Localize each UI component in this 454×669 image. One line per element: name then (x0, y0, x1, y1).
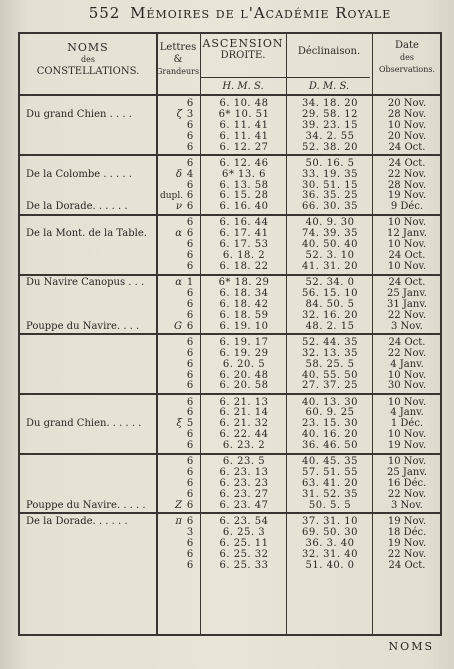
right-ascension: 6. 25. 11 (219, 537, 269, 549)
star-magnitude: 6 (186, 467, 194, 479)
star-letter: G (174, 320, 182, 332)
constellation-name: De la Colombe . . . . . (26, 168, 132, 180)
group-rule (20, 154, 440, 156)
declination: 50. 5. 5 (308, 499, 352, 511)
star-magnitude: 6 (186, 261, 194, 272)
observation-date: 19 Nov. (387, 440, 427, 452)
star-letter (168, 142, 182, 154)
col-header-date-line1: Date (395, 40, 419, 51)
observation-date: 4 Janv. (390, 407, 424, 419)
declination: 27. 37. 25 (302, 380, 358, 392)
declination: 36. 35. 25 (302, 190, 358, 202)
col-header-names-line2: des (81, 55, 95, 64)
col-header-dec (286, 46, 372, 58)
star-magnitude: 6 (186, 250, 194, 262)
observation-date: 31 Janv. (387, 298, 427, 310)
star-magnitude: 6 (186, 396, 194, 408)
observation-date: 10 Nov. (387, 429, 427, 441)
star-table (18, 32, 442, 636)
star-letter: π (175, 515, 182, 527)
star-magnitude: 6 (186, 440, 194, 452)
star-magnitude: 6 (186, 429, 194, 441)
declination: 51. 40. 0 (305, 559, 355, 571)
right-ascension: 6. 17. 41 (219, 228, 269, 240)
constellation-name: Pouppe du Navire. . . . . (26, 499, 146, 511)
declination: 74. 39. 35 (302, 228, 358, 240)
col-header-ra-line1: ASCENSION (202, 37, 284, 50)
observation-date: 1 Déc. (390, 418, 424, 430)
right-ascension: 6. 20. 48 (219, 369, 269, 381)
right-ascension: 6. 12. 27 (219, 141, 269, 153)
col-header-letters (156, 42, 200, 78)
star-magnitude: 6 (186, 559, 194, 571)
observation-date: 24 Oct. (388, 157, 426, 169)
declination: 37. 31. 10 (302, 515, 358, 527)
declination: 52. 44. 35 (302, 336, 358, 348)
right-ascension: 6. 23. 2 (222, 440, 266, 452)
star-magnitude: 6 (186, 347, 194, 359)
declination: 40. 9. 30 (305, 217, 355, 229)
observation-date: 24 Oct. (388, 559, 426, 571)
star-magnitude: 6 (186, 336, 194, 348)
right-ascension: 6. 18. 2 (222, 250, 266, 262)
right-ascension: 6. 25. 32 (219, 548, 269, 560)
star-letter (168, 560, 182, 572)
observation-date: 28 Nov. (387, 179, 427, 191)
observation-date: 9 Déc. (390, 201, 424, 213)
observation-date: 22 Nov. (387, 168, 427, 180)
observation-date: 3 Nov. (391, 320, 423, 332)
constellation-name: De la Dorade. . . . . . (26, 515, 128, 527)
header-title: Mémoires de l'Académie Royale (130, 4, 392, 22)
declination: 40. 45. 35 (302, 456, 358, 468)
star-magnitude: 6 (186, 157, 194, 169)
declination: 31. 52. 35 (302, 488, 358, 500)
right-ascension: 6. 17. 53 (219, 239, 269, 251)
observation-date: 12 Janv. (387, 228, 427, 240)
constellation-name: Du grand Chien . . . . (26, 108, 132, 120)
observation-date: 24 Oct. (388, 250, 426, 262)
star-magnitude: 6 (186, 201, 194, 213)
observation-date: 25 Janv. (387, 467, 427, 479)
observation-date: 20 Nov. (387, 130, 427, 142)
right-ascension: 6. 23. 5 (222, 456, 266, 468)
ra-units: H. M. S. (222, 81, 264, 92)
declination: 52. 38. 20 (302, 141, 358, 153)
right-ascension: 6. 25. 33 (219, 559, 269, 571)
group-rule (20, 214, 440, 216)
group-rule (20, 393, 440, 395)
declination: 29. 58. 12 (302, 108, 358, 120)
declination: 23. 15. 30 (302, 418, 358, 430)
observation-date: 18 Déc. (387, 526, 427, 538)
observation-date: 19 Nov. (387, 515, 427, 527)
col-header-letters-line2: & (173, 54, 183, 65)
star-letter: Z (175, 499, 182, 511)
star-magnitude: 3 (186, 108, 194, 120)
constellation-name: Du Navire Canopus . . . (26, 277, 145, 289)
star-magnitude: 6 (186, 239, 194, 251)
observation-date: 10 Nov. (387, 217, 427, 229)
declination: 36. 3. 40 (305, 537, 355, 549)
right-ascension: 6. 15. 28 (219, 190, 269, 202)
star-magnitude: 6 (186, 141, 194, 153)
star-letter (168, 440, 182, 452)
right-ascension: 6. 12. 46 (219, 157, 269, 169)
col-header-letters-line1: Lettres (159, 42, 197, 53)
declination: 40. 50. 40 (302, 239, 358, 251)
right-ascension: 6. 21. 14 (219, 407, 269, 419)
col-header-date (372, 40, 442, 76)
star-magnitude: 6 (186, 380, 194, 392)
constellation-name: Pouppe du Navire. . . . (26, 320, 140, 332)
right-ascension: 6. 23. 23 (219, 478, 269, 489)
right-ascension: 6. 23. 27 (219, 488, 269, 500)
star-magnitude: 6 (186, 358, 194, 370)
col-header-letters-line3: Grandeurs. (156, 67, 202, 76)
right-ascension: 6. 21. 32 (219, 418, 269, 430)
declination: 66. 30. 35 (302, 201, 358, 213)
declination: 48. 2. 15 (305, 320, 355, 332)
right-ascension: 6. 25. 3 (222, 526, 266, 538)
star-letter (168, 380, 182, 392)
constellation-name: Du grand Chien. . . . . . (26, 418, 142, 430)
star-magnitude: 3 (186, 526, 194, 538)
star-magnitude: 6 (186, 407, 194, 419)
observation-date: 10 Nov. (387, 369, 427, 381)
right-ascension: 6* 13. 6 (222, 168, 266, 180)
declination: 32. 31. 40 (302, 548, 358, 560)
observation-date: 24 Oct. (388, 277, 426, 289)
star-letter: δ (175, 168, 182, 180)
right-ascension: 6. 11. 41 (219, 119, 269, 131)
observation-date: 24 Oct. (388, 336, 426, 348)
star-magnitude: 6 (186, 369, 194, 381)
units-rule (200, 77, 370, 78)
right-ascension: 6. 23. 13 (219, 467, 269, 479)
observation-date: 25 Janv. (387, 288, 427, 299)
observation-date: 10 Nov. (387, 261, 427, 272)
right-ascension: 6. 10. 48 (219, 98, 269, 109)
declination: 52. 3. 10 (305, 250, 355, 262)
star-magnitude: 6 (186, 179, 194, 191)
dec-units: D. M. S. (308, 81, 350, 92)
star-magnitude: 6 (186, 456, 194, 468)
star-letter: ν (175, 201, 182, 213)
right-ascension: 6. 18. 34 (219, 288, 269, 299)
declination: 60. 9. 25 (305, 407, 355, 419)
right-ascension: 6. 23. 54 (219, 515, 269, 527)
star-magnitude: 6 (186, 98, 194, 109)
right-ascension: 6. 13. 58 (219, 179, 269, 191)
declination: 40. 13. 30 (302, 396, 358, 408)
right-ascension: 6. 20. 5 (222, 358, 266, 370)
declination: 56. 15. 10 (302, 288, 358, 299)
right-ascension: 6. 16. 40 (219, 201, 269, 213)
star-magnitude: 6 (186, 298, 194, 310)
group-rule (20, 274, 440, 276)
star-letter: dupl. (160, 191, 184, 202)
declination: 34. 18. 20 (302, 98, 358, 109)
declination: 58. 25. 5 (305, 358, 355, 370)
right-ascension: 6* 18. 29 (218, 277, 270, 289)
right-ascension: 6* 10. 51 (218, 108, 270, 120)
observation-date: 20 Nov. (387, 98, 427, 109)
star-letter: ξ (176, 418, 182, 430)
constellation-name: De la Mont. de la Table. (26, 228, 147, 240)
star-magnitude: 6 (186, 548, 194, 560)
observation-date: 3 Nov. (391, 499, 423, 511)
declination: 36. 46. 50 (302, 440, 358, 452)
group-rule (20, 333, 440, 335)
declination: 32. 13. 35 (302, 347, 358, 359)
observation-date: 22 Nov. (387, 347, 427, 359)
right-ascension: 6. 18. 42 (219, 298, 269, 310)
declination: 33. 19. 35 (302, 168, 358, 180)
right-ascension: 6. 11. 41 (219, 130, 269, 142)
star-magnitude: 6 (186, 499, 194, 511)
right-ascension: 6. 16. 44 (219, 217, 269, 229)
star-magnitude: 6 (186, 228, 194, 240)
star-magnitude: 6 (186, 217, 194, 229)
col-header-ra-line2: DROITE. (220, 50, 266, 61)
running-header (70, 4, 410, 26)
observation-date: 24 Oct. (388, 141, 426, 153)
observation-date: 22 Nov. (387, 488, 427, 500)
observation-date: 10 Nov. (387, 119, 427, 131)
declination: 69. 50. 30 (302, 526, 358, 538)
observation-date: 10 Nov. (387, 456, 427, 468)
group-rule (20, 512, 440, 514)
observation-date: 22 Nov. (387, 548, 427, 560)
star-magnitude: 1 (186, 277, 194, 289)
right-ascension: 6. 20. 58 (219, 380, 269, 392)
col-header-names-line1: NOMS (67, 41, 109, 54)
col-header-ra (200, 38, 286, 62)
observation-date: 16 Déc. (387, 478, 427, 489)
declination: 39. 23. 15 (302, 119, 358, 131)
catchword: NOMS (388, 640, 434, 653)
right-ascension: 6. 19. 29 (219, 347, 269, 359)
declination: 40. 16. 20 (302, 429, 358, 441)
col-header-names-line3: CONSTELLATIONS. (36, 66, 140, 77)
observation-date: 28 Nov. (387, 108, 427, 120)
star-letter (168, 261, 182, 273)
observation-date: 10 Nov. (387, 239, 427, 251)
observation-date: 4 Janv. (390, 358, 424, 370)
declination: 57. 51. 55 (302, 467, 358, 479)
constellation-name: De la Dorade. . . . . . (26, 201, 128, 213)
star-letter: α (175, 277, 182, 289)
star-magnitude: 6 (186, 119, 194, 131)
observation-date: 30 Nov. (387, 380, 427, 392)
declination: 63. 41. 20 (302, 478, 358, 489)
declination: 50. 16. 5 (305, 157, 355, 169)
right-ascension: 6. 18. 59 (219, 309, 269, 321)
col-header-names (20, 42, 156, 78)
star-magnitude: 5 (186, 418, 194, 430)
declination: 52. 34. 0 (305, 277, 355, 289)
col-header-date-line2: des (400, 53, 414, 62)
star-magnitude: 6 (186, 288, 194, 299)
right-ascension: 6. 23. 47 (219, 499, 269, 511)
right-ascension: 6. 19. 10 (219, 320, 269, 332)
declination: 32. 16. 20 (302, 309, 358, 321)
group-rule (20, 453, 440, 455)
observation-date: 22 Nov. (387, 309, 427, 321)
star-magnitude: 6 (186, 488, 194, 500)
star-magnitude: 6 (186, 537, 194, 549)
col-header-dec-line1: Déclinaison. (297, 46, 361, 57)
observation-date: 10 Nov. (387, 396, 427, 408)
star-magnitude: 4 (186, 168, 194, 180)
declination: 84. 50. 5 (305, 298, 355, 310)
observation-date: 19 Nov. (387, 537, 427, 549)
declination: 30. 51. 15 (302, 179, 358, 191)
right-ascension: 6. 21. 13 (219, 396, 269, 408)
col-header-date-line3: Observations. (378, 65, 436, 74)
star-magnitude: 6 (186, 309, 194, 321)
declination: 40. 55. 50 (302, 369, 358, 381)
star-magnitude: 6 (186, 478, 194, 489)
declination: 41. 31. 20 (302, 261, 358, 272)
star-letter: α (175, 228, 182, 240)
star-magnitude: 6 (186, 190, 194, 202)
right-ascension: 6. 18. 22 (219, 261, 269, 272)
right-ascension: 6. 22. 44 (219, 429, 269, 441)
right-ascension: 6. 19. 17 (219, 336, 269, 348)
star-magnitude: 6 (186, 320, 194, 332)
observation-date: 19 Nov. (387, 190, 427, 202)
star-magnitude: 6 (186, 515, 194, 527)
star-letter: ζ (176, 108, 182, 120)
page-number: 552 (88, 4, 121, 22)
declination: 34. 2. 55 (305, 130, 355, 142)
star-magnitude: 6 (186, 130, 194, 142)
